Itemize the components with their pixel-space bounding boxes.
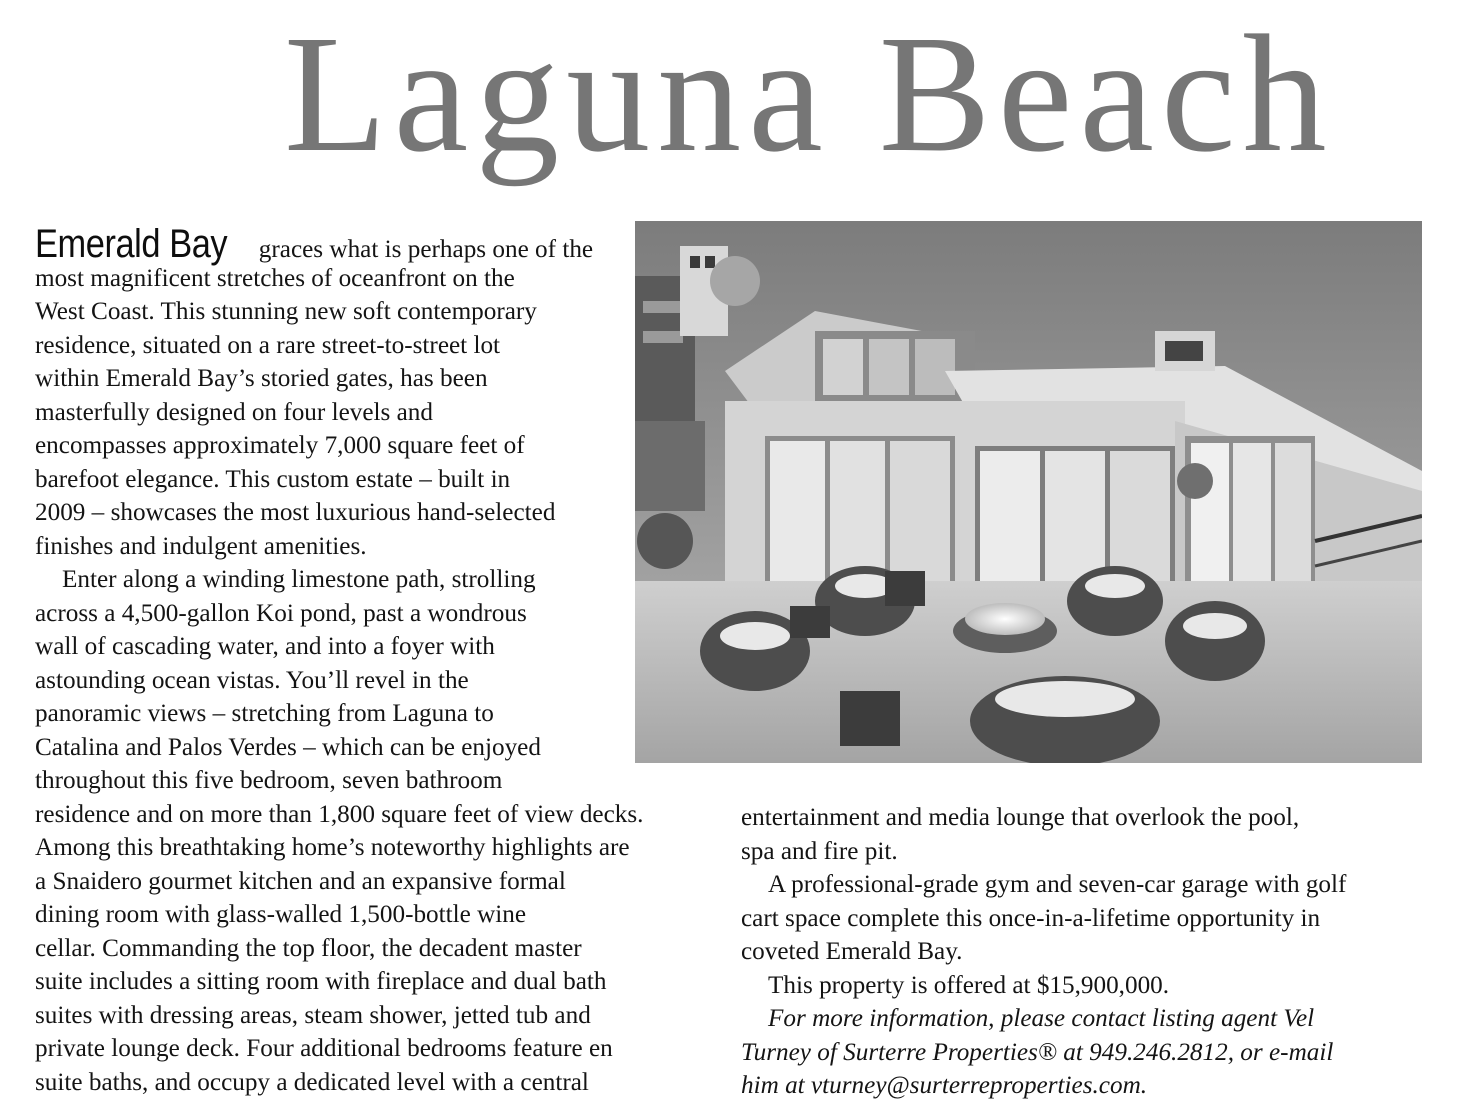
contact-line: For more information, please contact listing agent Vel	[768, 1005, 1315, 1032]
article-line	[35, 222, 715, 266]
article-line: private lounge deck. Four additional bedrooms feature en	[35, 1035, 613, 1062]
article-line: most magnificent stretches of oceanfront on the	[35, 264, 515, 292]
property-photo	[635, 221, 1422, 763]
article-column-left	[35, 222, 715, 1099]
article-line: suites with dressing areas, steam shower, jetted tub and	[35, 1001, 591, 1029]
article-line: spa and fire pit.	[741, 837, 898, 865]
article-line: masterfully designed on four levels and	[35, 398, 433, 426]
article-line: finishes and indulgent amenities.	[35, 532, 367, 560]
article-line: cellar. Commanding the top floor, the decadent master	[35, 934, 582, 962]
article-line: encompasses approximately 7,000 square feet of	[35, 432, 525, 459]
article-line: 2009 – showcases the most luxurious hand-selected	[35, 499, 556, 526]
article-line-text: graces what is perhaps one of the	[258, 236, 594, 263]
contact-line: him at vturney@surterreproperties.com.	[741, 1072, 1148, 1099]
article-line: within Emerald Bay’s storied gates, has been	[35, 365, 488, 392]
contact-line: Turney of Surterre Properties® at 949.246.2812, or e-mail	[741, 1038, 1334, 1066]
article-line: barefoot elegance. This custom estate – built in	[35, 465, 511, 493]
property-photo-illustration	[635, 221, 1422, 763]
article-line: entertainment and media lounge that overlook the pool,	[741, 804, 1300, 831]
article-line: residence, situated on a rare street-to-street lot	[35, 331, 501, 359]
article-line: suite baths, and occupy a dedicated level with a central	[35, 1068, 589, 1096]
article-line: cart space complete this once-in-a-lifetime opportunity in	[741, 904, 1321, 932]
article-line: coveted Emerald Bay.	[741, 938, 963, 965]
article-column-right	[741, 801, 1421, 1103]
article-line: A professional-grade gym and seven-car garage with golf	[768, 871, 1347, 898]
article-line: across a 4,500-gallon Koi pond, past a wondrous	[35, 599, 527, 627]
article-line: throughout this five bedroom, seven bathroom	[35, 767, 503, 794]
article-line: West Coast. This stunning new soft contemporary	[35, 298, 537, 325]
article-line: Enter along a winding limestone path, strolling	[62, 566, 536, 593]
page-headline: Laguna Beach	[284, 1, 1334, 187]
lead-in-name: Emerald Bay	[35, 222, 228, 266]
article-line: Catalina and Palos Verdes – which can be enjoyed	[35, 733, 541, 761]
article-line: suite includes a sitting room with fireplace and dual bath	[35, 968, 607, 995]
price-line: This property is offered at $15,900,000.	[768, 971, 1170, 999]
article-line: wall of cascading water, and into a foyer with	[35, 633, 495, 660]
article-line: Among this breathtaking home’s noteworthy highlights are	[35, 834, 630, 861]
article-line: astounding ocean vistas. You’ll revel in the	[35, 666, 469, 694]
article-line: residence and on more than 1,800 square feet of view decks.	[35, 800, 644, 828]
article-line: a Snaidero gourmet kitchen and an expansive formal	[35, 867, 566, 895]
article-line: panoramic views – stretching from Laguna to	[35, 700, 494, 727]
article-line: dining room with glass-walled 1,500-bottle wine	[35, 901, 527, 928]
